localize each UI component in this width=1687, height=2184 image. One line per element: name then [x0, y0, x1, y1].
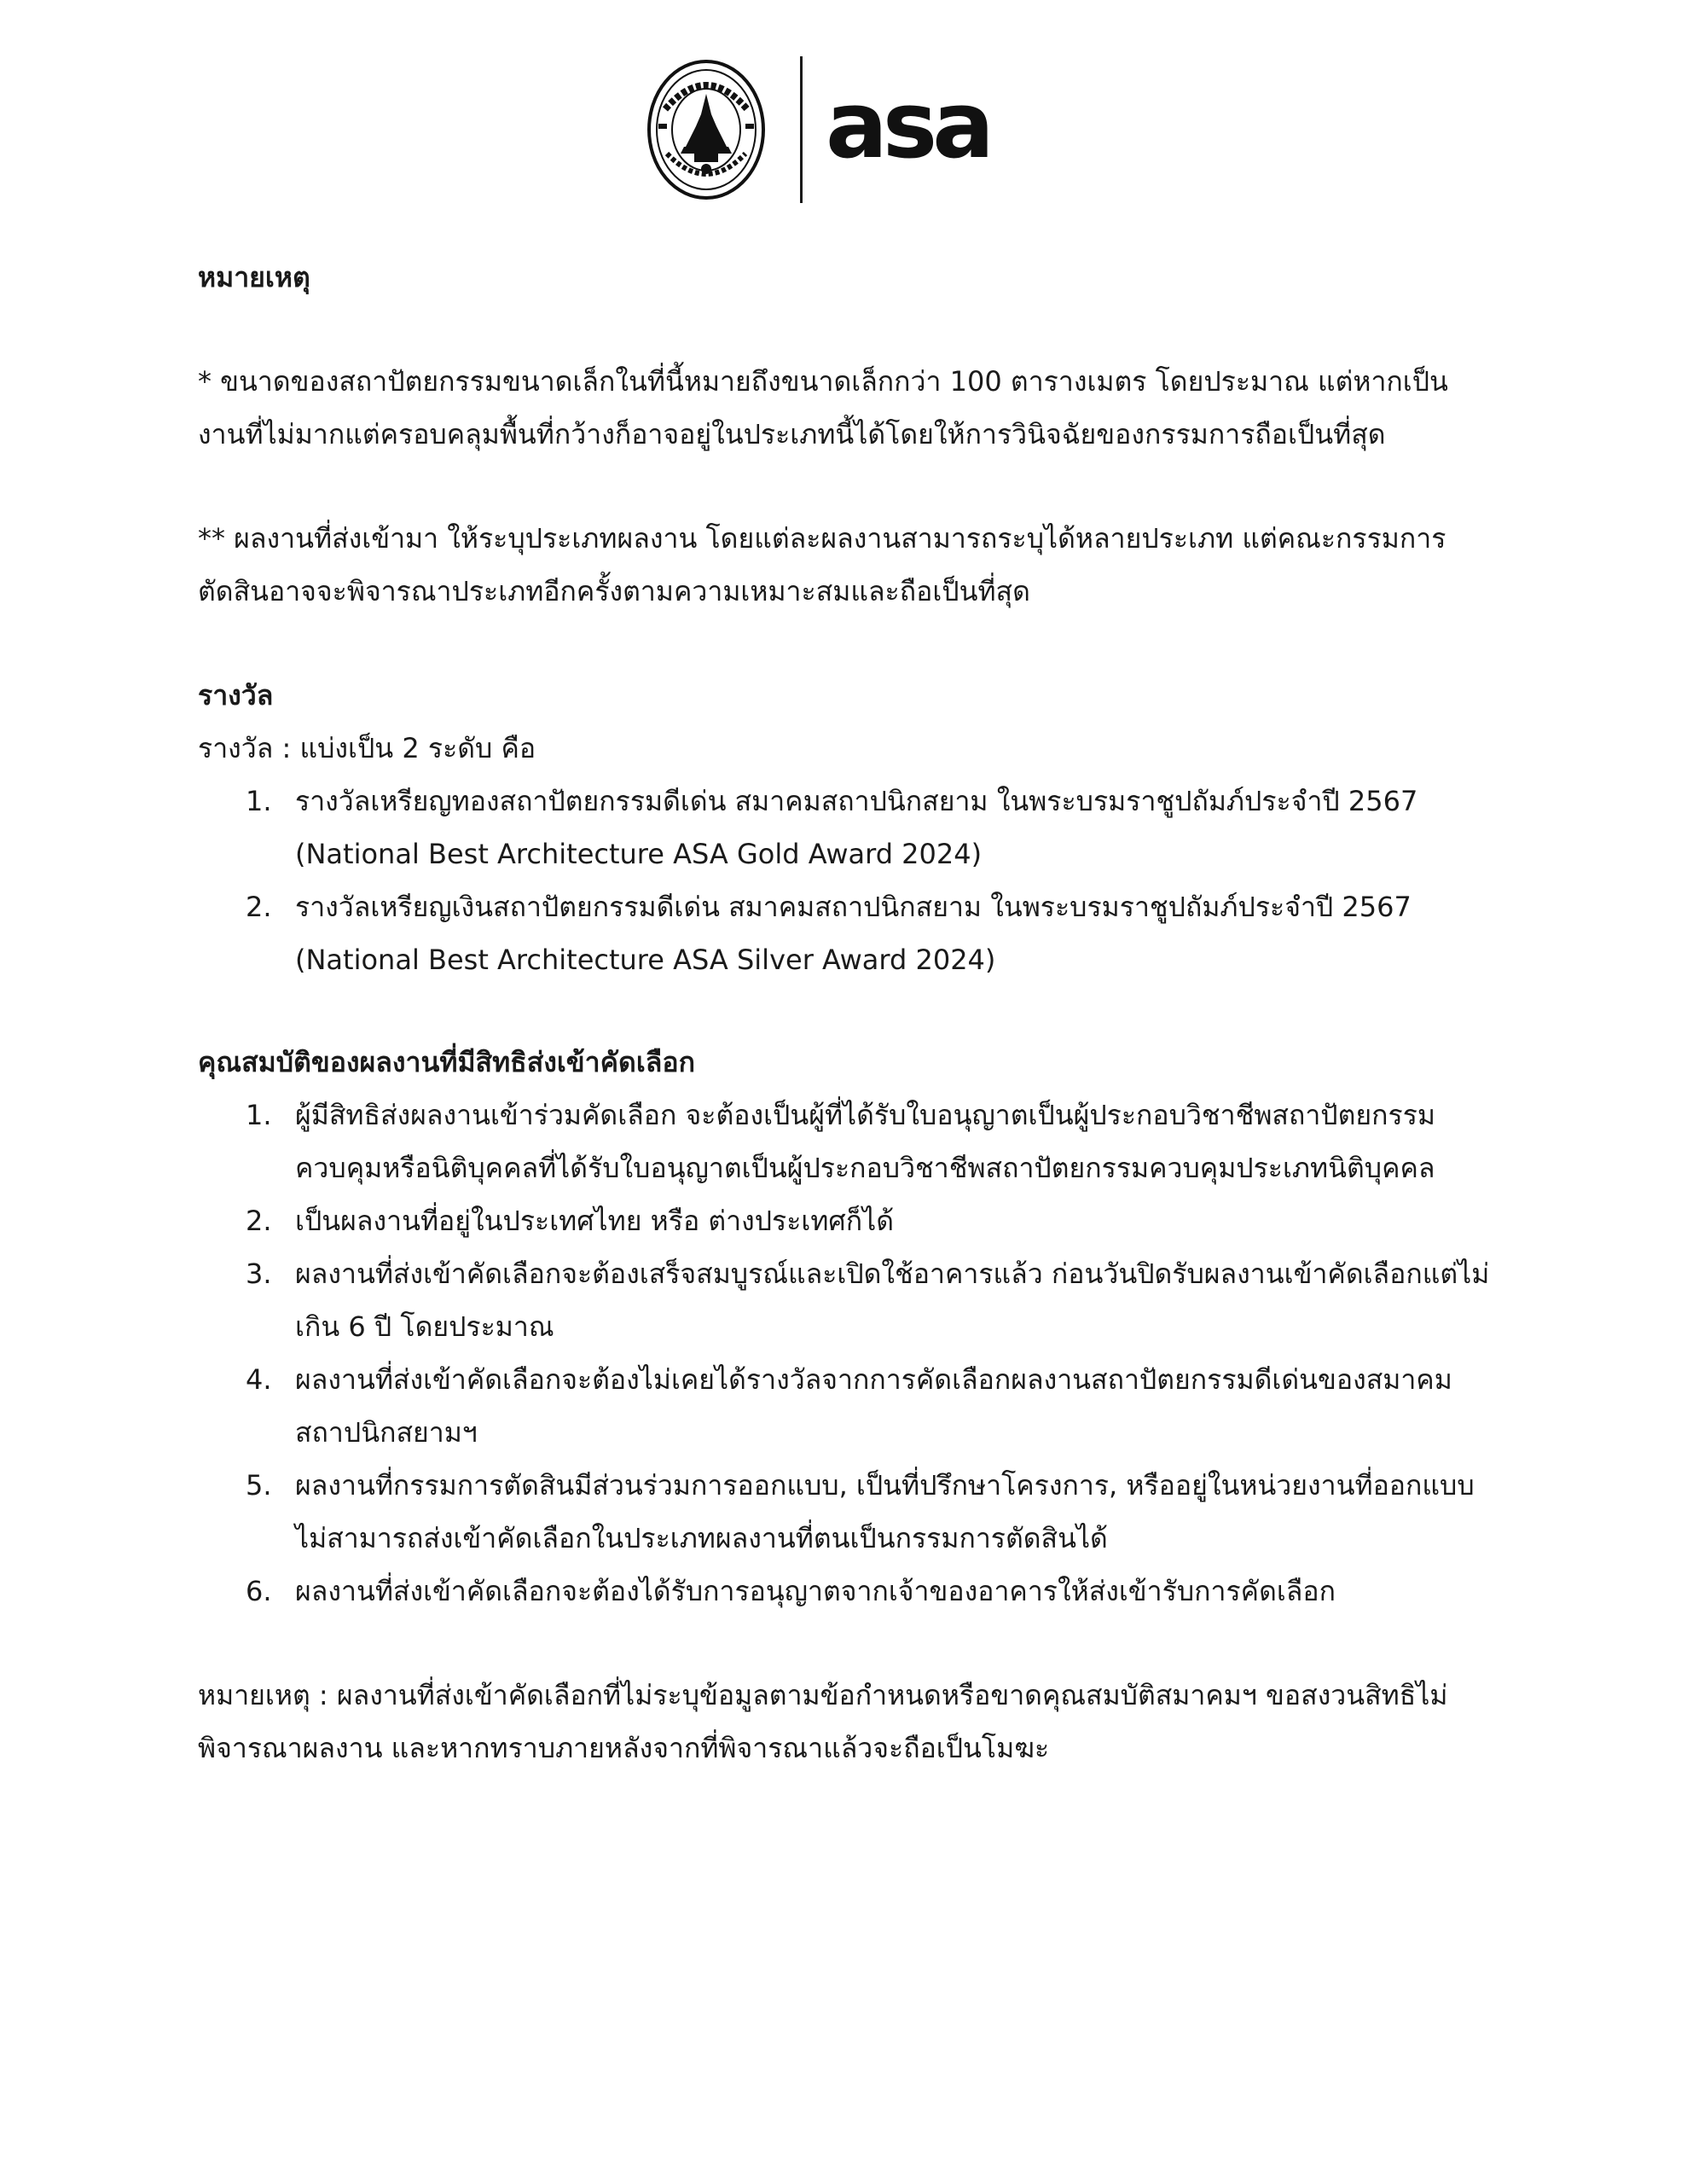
qualifications-heading: คุณสมบัติของผลงานที่มีสิทธิส่งเข้าคัดเลือก [198, 1046, 695, 1078]
awards-intro: รางวัล : แบ่งเป็น 2 ระดับ คือ [198, 732, 536, 764]
asa-logo [826, 94, 1039, 164]
award-name: รางวัลเหรียญเงินสถาปัตยกรรมดีเด่น สมาคมสถาปนิกสยาม ในพระบรมราชูปถัมภ์ประจำปี 2567 [295, 891, 1412, 923]
list-item [198, 775, 1494, 880]
list-text [295, 775, 1494, 880]
list-number: 6. [246, 1575, 272, 1607]
list-text: ผลงานที่กรรมการตัดสินมีส่วนร่วมการออกแบบ, เป็นที่ปรึกษาโครงการ, หรืออยู่ในหน่วยงานที่ออกแบบไม่สามารถส่งเข้าคัดเลือกในประเภทผลงานที่ตนเป็นกรรมการตัดสินได้ [295, 1469, 1475, 1554]
list-text: ผู้มีสิทธิส่งผลงานเข้าร่วมคัดเลือก จะต้องเป็นผู้ที่ได้รับใบอนุญาตเป็นผู้ประกอบวิชาชีพสถาปัตยกรรมควบคุมหรือนิติบุคคลที่ได้รับใบอนุญาตเป็นผู้ประกอบวิชาชีพสถาปัตยกรรมควบคุมประเภทนิติบุคคล [295, 1099, 1435, 1184]
document-body [198, 251, 1494, 1774]
list-item [198, 1353, 1494, 1459]
list-item [198, 880, 1494, 986]
list-item [198, 1565, 1494, 1618]
list-number: 1. [246, 785, 272, 817]
list-item [198, 1247, 1494, 1353]
list-text: เป็นผลงานที่อยู่ในประเทศไทย หรือ ต่างประเทศก็ได้ [295, 1205, 894, 1237]
list-text: ผลงานที่ส่งเข้าคัดเลือกจะต้องไม่เคยได้รางวัลจากการคัดเลือกผลงานสถาปัตยกรรมดีเด่นของสมาคมสถาปนิกสยามฯ [295, 1363, 1452, 1449]
award-name: รางวัลเหรียญทองสถาปัตยกรรมดีเด่น สมาคมสถาปนิกสยาม ในพระบรมราชูปถัมภ์ประจำปี 2567 [295, 785, 1418, 817]
remarks-heading: หมายเหตุ [198, 261, 310, 293]
logo-divider [800, 56, 803, 203]
list-number: 2. [246, 1205, 272, 1237]
remarks-note-2: ** ผลงานที่ส่งเข้ามา ให้ระบุประเภทผลงาน โดยแต่ละผลงานสามารถระบุได้หลายประเภท แต่คณะกรรมการตัดสินอาจจะพิจารณาประเภทอีกครั้งตามความเหมาะสมและถือเป็นที่สุด [198, 522, 1446, 607]
list-item [198, 1459, 1494, 1565]
awards-heading: รางวัล [198, 679, 274, 712]
remarks-note-1: * ขนาดของสถาปัตยกรรมขนาดเล็กในที่นี้หมายถึงขนาดเล็กกว่า 100 ตารางเมตร โดยประมาณ แต่หากเป็นงานที่ไม่มากแต่ครอบคลุมพื้นที่กว้างก็อาจอยู่ในประเภทนี้ได้โดยให้การวินิจฉัยของกรรมการถือเป็นที่สุด [198, 365, 1448, 450]
footer-note: หมายเหตุ : ผลงานที่ส่งเข้าคัดเลือกที่ไม่ระบุข้อมูลตามข้อกำหนดหรือขาดคุณสมบัติสมาคมฯ ขอสงวนสิทธิไม่พิจารณาผลงาน และหากทราบภายหลังจากที่พิจารณาแล้วจะถือเป็นโมฆะ [198, 1679, 1448, 1764]
awards-list [198, 775, 1494, 986]
list-text: ผลงานที่ส่งเข้าคัดเลือกจะต้องเสร็จสมบูรณ์และเปิดใช้อาคารแล้ว ก่อนวันปิดรับผลงานเข้าคัดเลือกแต่ไม่เกิน 6 ปี โดยประมาณ [295, 1258, 1490, 1343]
list-number: 5. [246, 1469, 272, 1502]
award-english-name: (National Best Architecture ASA Gold Award 2024) [295, 838, 983, 870]
list-number: 3. [246, 1258, 272, 1290]
list-text: ผลงานที่ส่งเข้าคัดเลือกจะต้องได้รับการอนุญาตจากเจ้าของอาคารให้ส่งเข้ารับการคัดเลือก [295, 1575, 1336, 1607]
award-english-name: (National Best Architecture ASA Silver Award 2024) [295, 944, 996, 976]
seal-icon [646, 58, 766, 201]
asa-logo-text: asa [826, 94, 990, 164]
list-text [295, 880, 1494, 986]
list-item [198, 1089, 1494, 1194]
list-item [198, 1194, 1494, 1247]
qualifications-list [198, 1089, 1494, 1618]
list-number: 2. [246, 891, 272, 923]
list-number: 1. [246, 1099, 272, 1131]
header-logos [0, 53, 1687, 206]
list-number: 4. [246, 1363, 272, 1396]
